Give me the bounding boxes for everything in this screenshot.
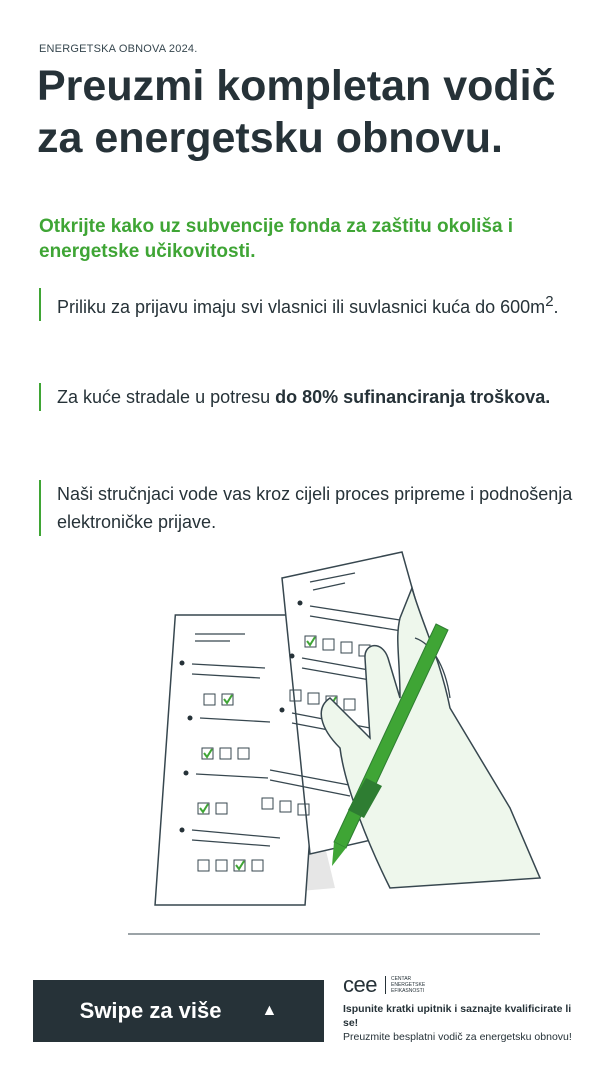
page-title: Preuzmi kompletan vodič za energetsku obnovu. xyxy=(37,62,556,162)
info-point-text: Naši stručnjaci vode vas kroz cijeli proces pripreme i podnošenja elektroničke prijave. xyxy=(57,484,573,532)
swipe-button-label: Swipe za više xyxy=(79,998,222,1023)
page-subtitle: Otkrijte kako uz subvencije fonda za zaštitu okoliša i energetske učikovitosti. xyxy=(39,216,514,262)
info-point-sup: 2 xyxy=(545,293,554,310)
documents-checklist-pen-illustration xyxy=(120,548,550,938)
info-point-earthquake xyxy=(39,383,577,411)
brand-tagline: Preuzmite besplatni vodič za energetsku obnovu! xyxy=(343,1031,572,1043)
brand-tagline-bold: Ispunite kratki upitnik i saznajte kvalificirate li se! xyxy=(343,1003,572,1029)
brand-block xyxy=(343,972,583,1044)
cee-logo xyxy=(343,972,583,998)
eyebrow-label: ENERGETSKA OBNOVA 2024. xyxy=(39,43,198,55)
info-point-text: Priliku za prijavu imaju svi vlasnici ili suvlasnici kuća do 600m xyxy=(57,297,546,317)
info-point-experts xyxy=(39,480,577,536)
up-arrow-icon: ▲ xyxy=(261,1002,278,1019)
logo-wordmark: cee xyxy=(343,972,377,997)
info-point-tail: . xyxy=(553,297,559,317)
info-point-eligibility xyxy=(39,288,577,321)
info-point-text: Za kuće stradale u potresu xyxy=(57,387,276,407)
swipe-button[interactable] xyxy=(33,980,324,1042)
logo-subtitle: CENTAR ENERGETSKE EFIKASNOSTI xyxy=(385,976,441,994)
info-point-highlight: do 80% sufinanciranja troškova. xyxy=(275,387,551,407)
